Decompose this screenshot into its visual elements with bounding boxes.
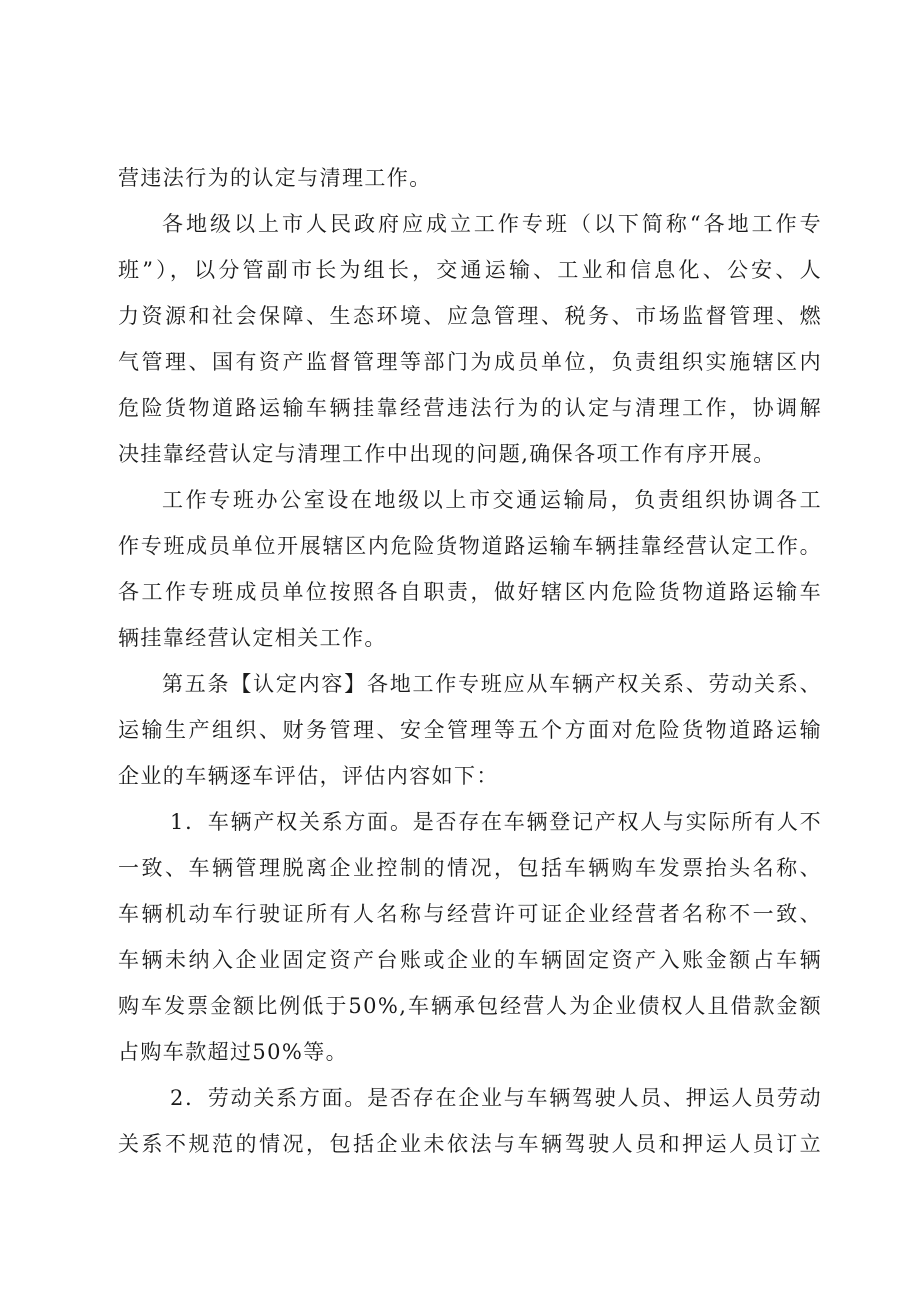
paragraph-office-line: 各工作专班成员单位按照各自职责，做好辖区内危险货物道路运输车 (118, 580, 822, 604)
paragraph-article-5-line: 第五条【认定内容】各地工作专班应从车辆产权关系、劳动关系、 (162, 672, 822, 696)
paragraph-item-1-line: 一致、车辆管理脱离企业控制的情况，包括车辆购车发票抬头名称、 (118, 856, 822, 880)
paragraph-article-5-line: 企业的车辆逐车评估，评估内容如下： (118, 764, 499, 788)
paragraph-task-force-line: 班”），以分管副市长为组长，交通运输、工业和信息化、公安、人 (118, 258, 822, 282)
paragraph-item-1-line: 车辆机动车行驶证所有人名称与经营许可证企业经营者名称不一致、 (118, 902, 822, 926)
paragraph-item-1-line: 占购车款超过50%等。 (118, 1040, 349, 1064)
paragraph-continuation-line: 营违法行为的认定与清理工作。 (118, 166, 432, 190)
paragraph-office-line: 工作专班办公室设在地级以上市交通运输局，负责组织协调各工 (162, 488, 822, 512)
paragraph-item-1-line: 1．车辆产权关系方面。是否存在车辆登记产权人与实际所有人不 (170, 810, 822, 834)
paragraph-task-force-line: 气管理、国有资产监督管理等部门为成员单位，负责组织实施辖区内 (118, 350, 822, 374)
paragraph-office-line: 辆挂靠经营认定相关工作。 (118, 626, 387, 650)
paragraph-task-force-line: 决挂靠经营认定与清理工作中出现的问题,确保各项工作有序开展。 (118, 442, 776, 466)
paragraph-task-force-line: 各地级以上市人民政府应成立工作专班（以下简称“各地工作专 (162, 212, 822, 236)
paragraph-item-1-line: 车辆未纳入企业固定资产台账或企业的车辆固定资产入账金额占车辆 (118, 948, 822, 972)
paragraph-task-force-line: 力资源和社会保障、生态环境、应急管理、税务、市场监督管理、燃 (118, 304, 822, 328)
paragraph-item-1-line: 购车发票金额比例低于50%,车辆承包经营人为企业债权人且借款金额 (118, 994, 822, 1018)
document-body (118, 155, 822, 1167)
paragraph-item-2-line: 2．劳动关系方面。是否存在企业与车辆驾驶人员、押运人员劳动 (170, 1086, 822, 1110)
paragraph-task-force-line: 危险货物道路运输车辆挂靠经营违法行为的认定与清理工作，协调解 (118, 396, 822, 420)
paragraph-article-5-line: 运输生产组织、财务管理、安全管理等五个方面对危险货物道路运输 (118, 718, 822, 742)
paragraph-item-2-line: 关系不规范的情况，包括企业未依法与车辆驾驶人员和押运人员订立 (118, 1132, 822, 1156)
paragraph-office-line: 作专班成员单位开展辖区内危险货物道路运输车辆挂靠经营认定工作。 (118, 534, 822, 558)
